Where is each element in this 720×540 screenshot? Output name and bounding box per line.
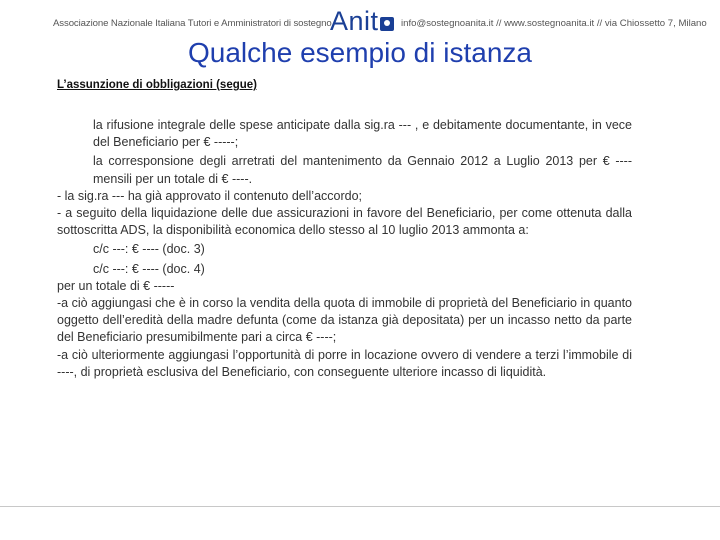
logo-text: Anit — [330, 6, 379, 36]
slide-title: Qualche esempio di istanza — [188, 37, 532, 68]
paragraph: c/c ---: € ---- (doc. 4) — [93, 261, 205, 276]
paragraph: - a seguito della liquidazione delle due assicurazioni in favore del Beneficiario, per come ottenuta dalla sottoscritta ADS, la disponibilità economica dello stesso al 10 luglio 2013 ammonta a: — [57, 206, 632, 238]
footer-divider — [0, 506, 720, 507]
paragraph: la corresponsione degli arretrati del mantenimento da Gennaio 2012 a Luglio 2013 per € ---- mensili per un totale di € ----. — [93, 154, 632, 186]
slide-subtitle: L’assunzione di obbligazioni (segue) — [57, 79, 257, 91]
paragraph: -a ciò ulteriormente aggiungasi l’opportunità di porre in locazione ovvero di vendere a terzi l’immobile di ----, di proprietà esclusiva del Beneficiario, con conseguente ulteriore incasso di liquidità. — [57, 347, 632, 379]
association-name: Associazione Nazionale Italiana Tutori e Amministratori di sostegno — [53, 18, 332, 29]
anita-logo — [330, 6, 394, 37]
contact-info: info@sostegnoanita.it // www.sostegnoanita.it // via Chiossetto 7, Milano — [401, 18, 707, 29]
paragraph: -a ciò aggiungasi che è in corso la vendita della quota di immobile di proprietà del Beneficiario in quanto oggetto dell’eredità della madre defunta (come da istanza già depositata) per un incasso netto da parte del Beneficiario presumibilmente pari a circa € ----; — [57, 296, 632, 345]
paragraph: - la sig.ra --- ha già approvato il contenuto dell’accordo; — [57, 188, 363, 203]
slide-body — [57, 117, 632, 381]
paragraph: c/c ---: € ---- (doc. 3) — [93, 242, 205, 257]
paragraph: per un totale di € ----- — [57, 278, 175, 293]
logo-a-icon — [380, 17, 394, 31]
paragraph: la rifusione integrale delle spese anticipate dalla sig.ra --- , e debitamente documentante, in vece del Beneficiario per € -----; — [93, 118, 632, 150]
